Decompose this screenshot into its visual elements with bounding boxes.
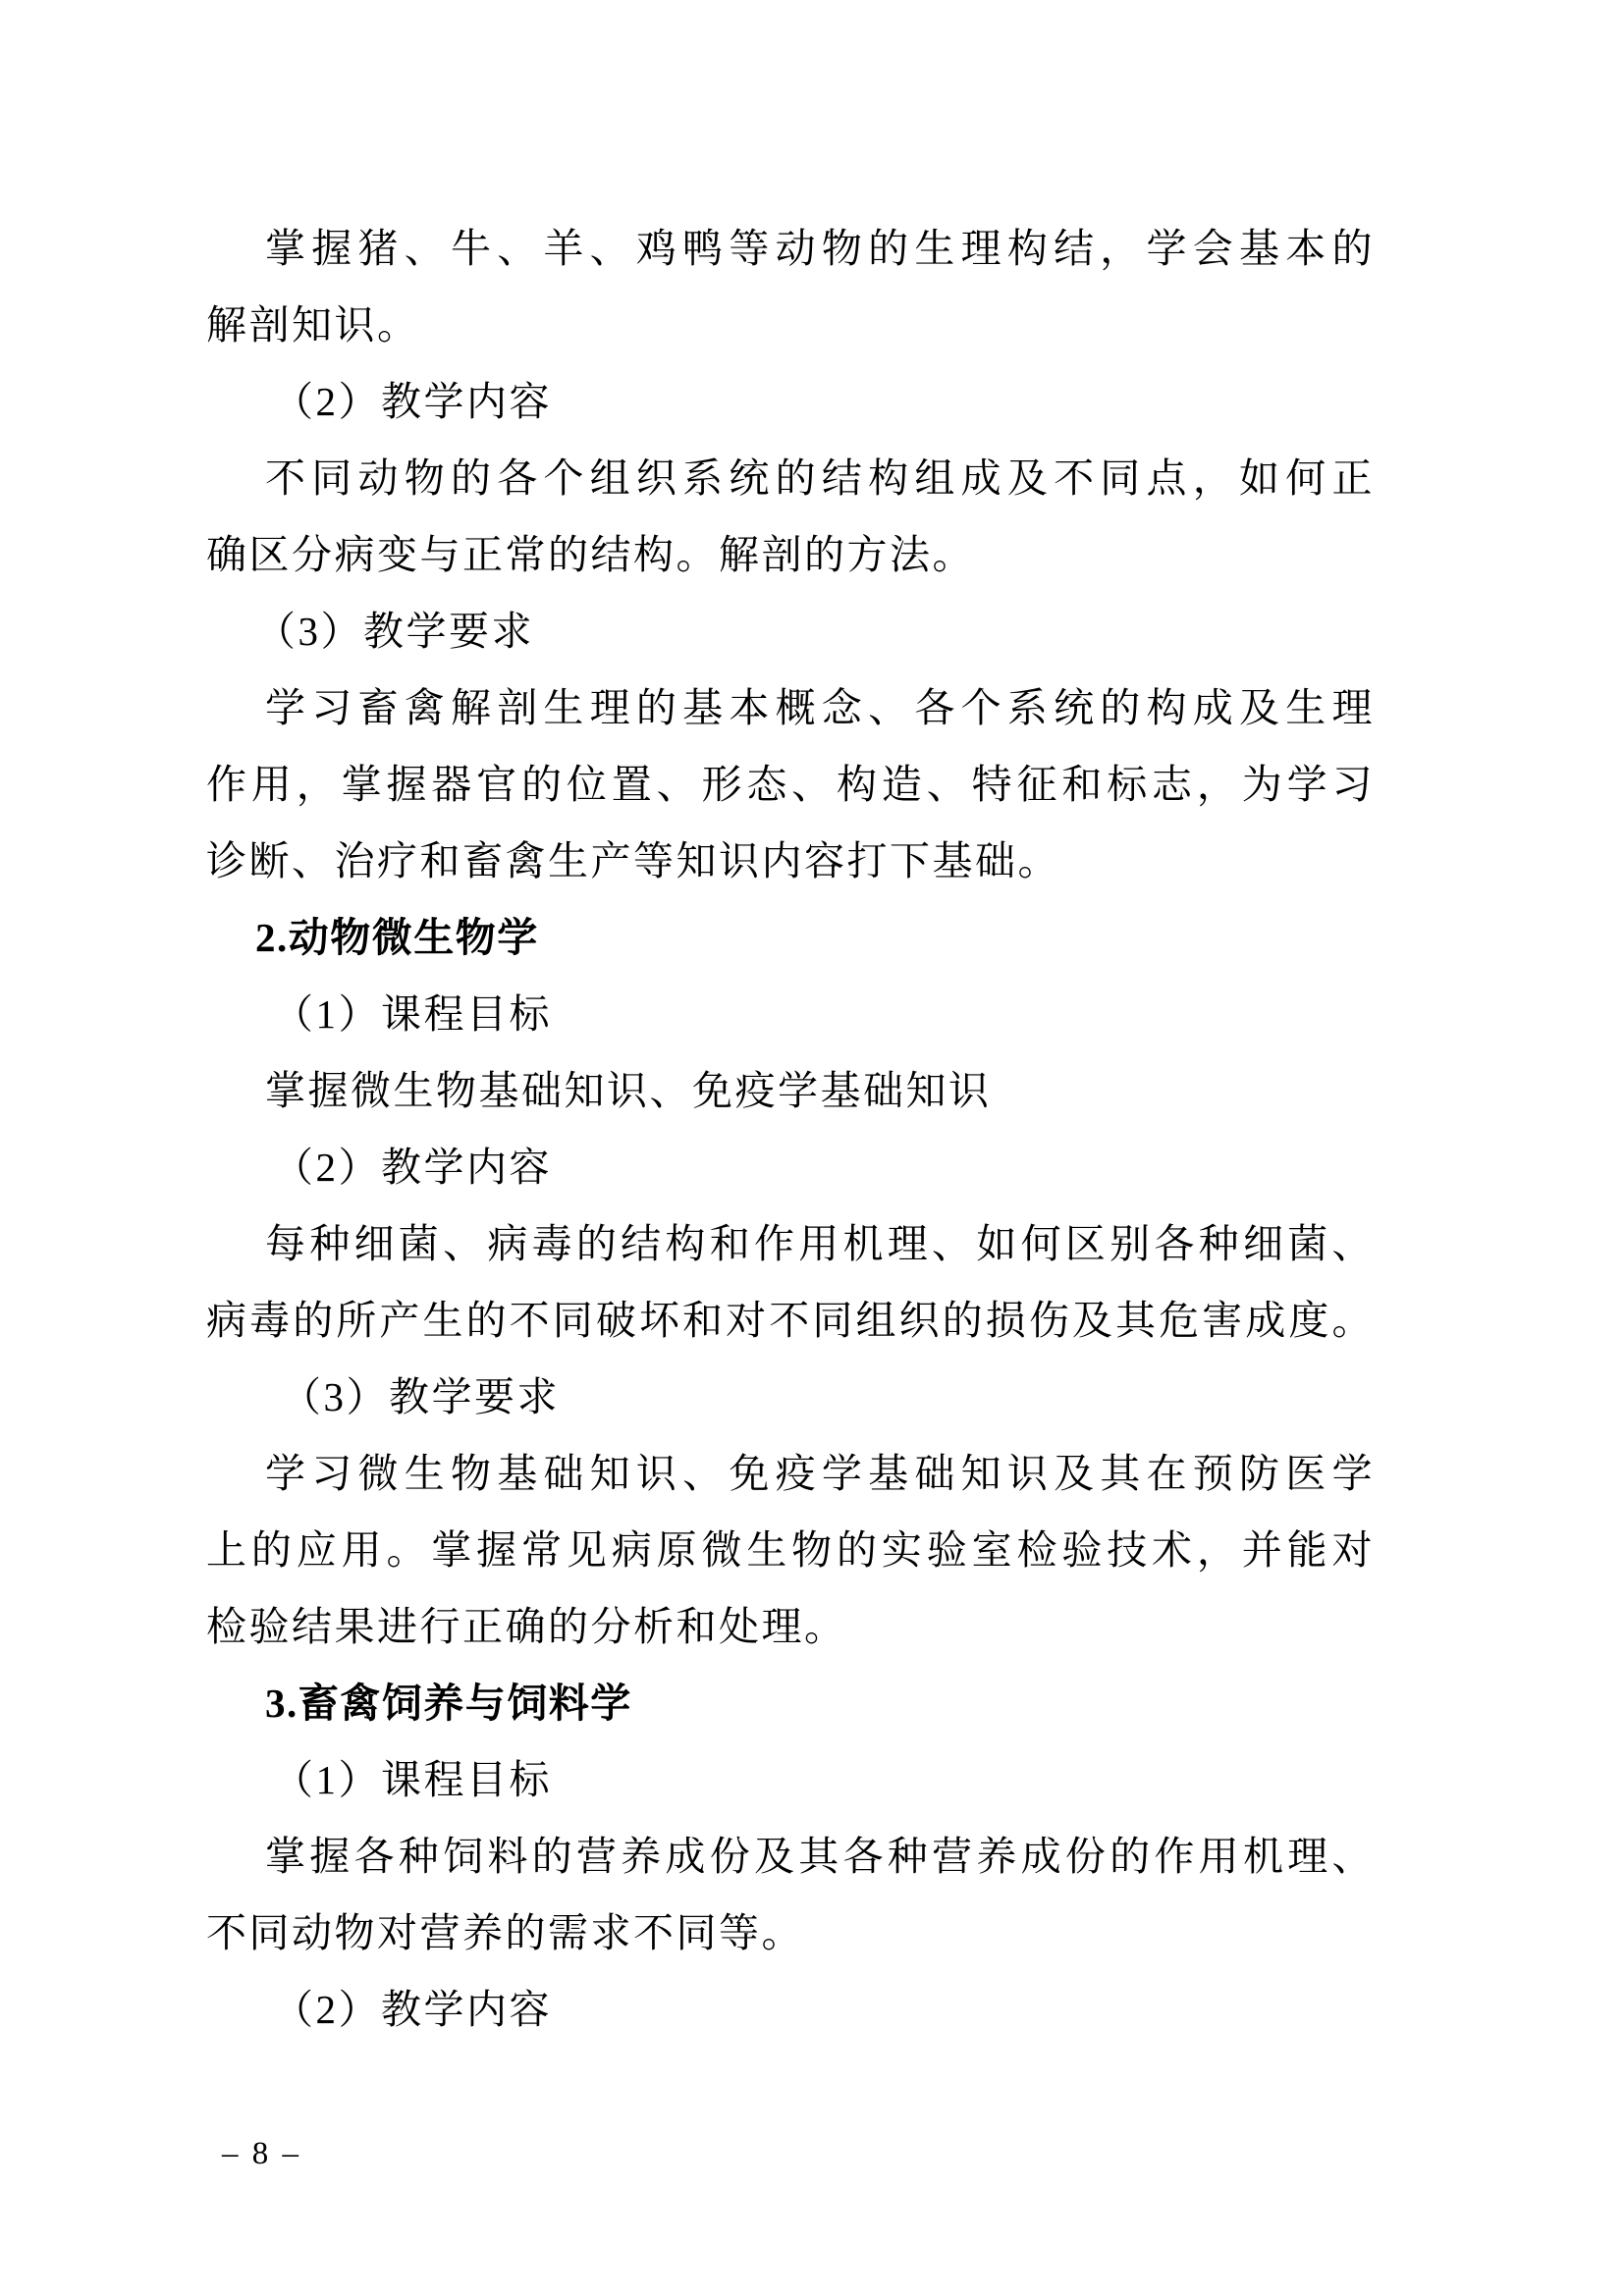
body-line: 诊断、治疗和畜禽生产等知识内容打下基础。 [206,838,1060,883]
list-label-line: （1）课程目标 [273,1757,552,1802]
text-block [206,210,1375,2048]
list-label-line: （3）教学要求 [281,1374,560,1419]
body-line: 不同动物的各个组织系统的结构组成及不同点，如何正 [265,455,1375,501]
body-line: 掌握微生物基础知识、免疫学基础知识 [265,1068,992,1113]
body-line: 学习微生物基础知识、免疫学基础知识及其在预防医学 [265,1451,1375,1496]
list-label-line: （1）课程目标 [273,991,552,1037]
body-line: 不同动物对营养的需求不同等。 [206,1910,804,1955]
body-line: 掌握猪、牛、羊、鸡鸭等动物的生理构结，学会基本的 [265,226,1375,271]
section-heading: 3.畜禽饲养与饲料学 [265,1681,632,1726]
body-line: 掌握各种饲料的营养成份及其各种营养成份的作用机理、 [265,1834,1375,1879]
body-line: 检验结果进行正确的分析和处理。 [206,1604,847,1649]
body-line: 确区分病变与正常的结构。解剖的方法。 [206,532,975,577]
list-label-line: （2）教学内容 [273,1145,552,1190]
list-label-line: （3）教学要求 [255,609,534,654]
body-line: 解剖知识。 [206,302,420,347]
list-label-line: （2）教学内容 [273,379,552,424]
body-line: 作用，掌握器官的位置、形态、构造、特征和标志，为学习 [206,762,1375,807]
body-line: 每种细菌、病毒的结构和作用机理、如何区别各种细菌、 [265,1221,1375,1266]
body-line: 上的应用。掌握常见病原微生物的实验室检验技术，并能对 [206,1527,1375,1573]
page-number: – 8 – [222,2136,301,2171]
section-heading: 2.动物微生物学 [255,915,539,960]
body-line: 病毒的所产生的不同破坏和对不同组织的损伤及其危害成度。 [206,1298,1375,1343]
body-line: 学习畜禽解剖生理的基本概念、各个系统的构成及生理 [265,685,1375,730]
list-label-line: （2）教学内容 [273,1987,552,2032]
